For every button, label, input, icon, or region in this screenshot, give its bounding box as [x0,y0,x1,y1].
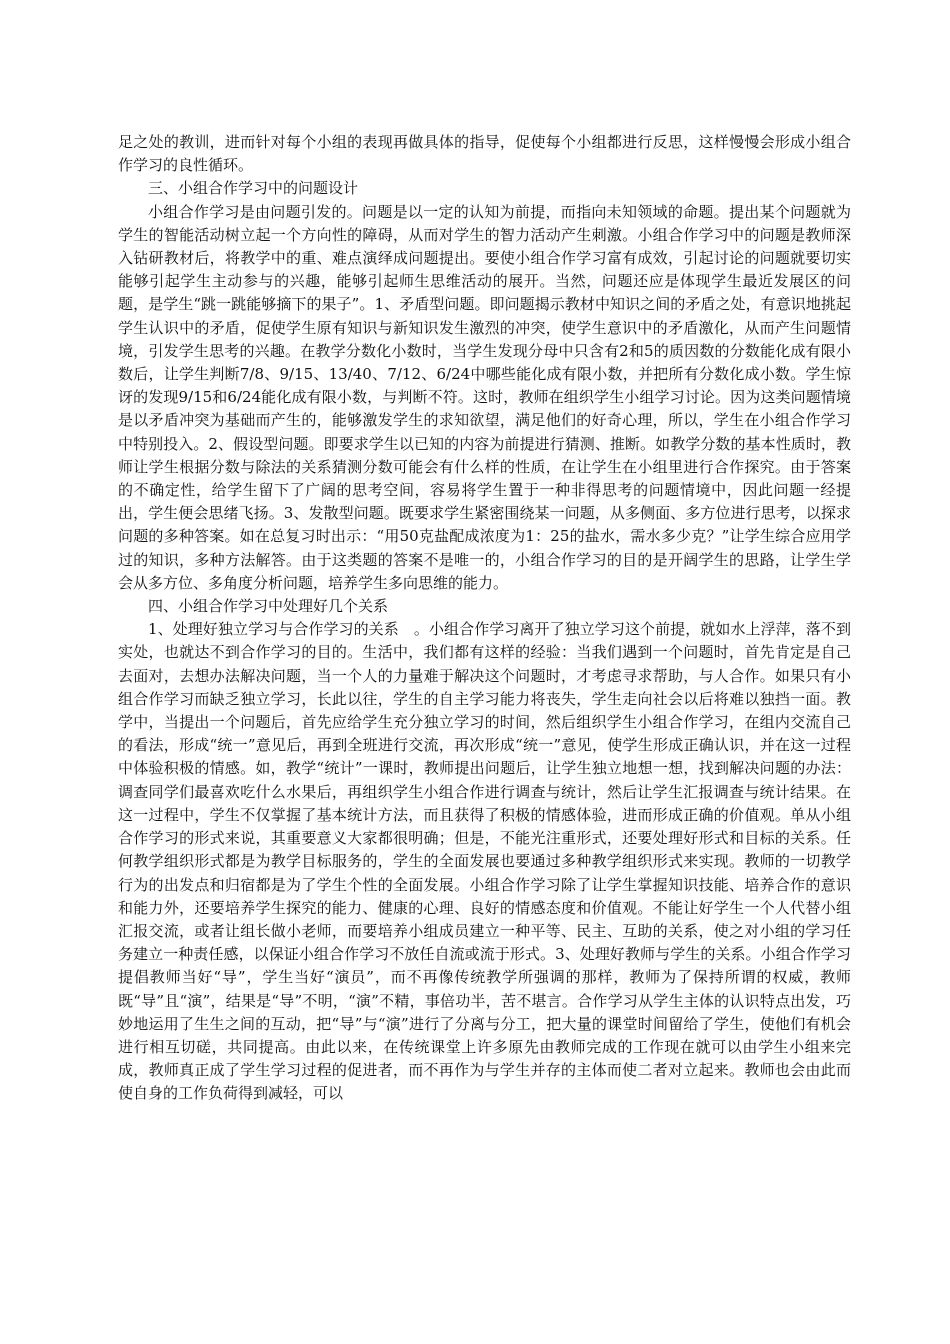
paragraph-problem-design: 小组合作学习是由问题引发的。问题是以一定的认知为前提，而指向未知领域的命题。提出某个问题就为学生的智能活动树立起一个方向性的障碍，从而对学生的智力活动产生刺激。小组合作学习中的问题是教师深入钻研教材后，将教学中的重、难点演绎成问题提出。要使小组合作学习富有成效，引起讨论的问题就要切实能够引起学生主动参与的兴趣，能够引起师生思维活动的展开。当然，问题还应是体现学生最近发展区的问题，是学生“跳一跳能够摘下的果子”。1、矛盾型问题。即问题揭示教材中知识之间的矛盾之处，有意识地挑起学生认识中的矛盾，促使学生原有知识与新知识发生激烈的冲突，使学生意识中的矛盾激化，从而产生问题情境，引发学生思考的兴趣。在教学分数化小数时，当学生发现分母中只含有2和5的质因数的分数能化成有限小数后，让学生判断7/8、9/15、13/40、7/12、6/24中哪些能化成有限小数，并把所有分数化成小数。学生惊讶的发现9/15和6/24能化成有限小数，与判断不符。这时，教师在组织学生小组学习讨论。因为这类问题情境是以矛盾冲突为基础而产生的，能够激发学生的求知欲望，满足他们的好奇心理，所以，学生在小组合作学习中特别投入。2、假设型问题。即要求学生以已知的内容为前提进行猜测、推断。如教学分数的基本性质时，教师让学生根据分数与除法的关系猜测分数可能会有什么样的性质，在让学生在小组里进行合作探究。由于答案的不确定性，给学生留下了广阔的思考空间，容易将学生置于一种非得思考的问题情境中，因此问题一经提出，学生便会思绪飞扬。3、发散型问题。既要求学生紧密围绕某一问题，从多侧面、多方位进行思考，以探求问题的多种答案。如在总复习时出示：“用50克盐配成浓度为1：25的盐水，需水多少克？”让学生综合应用学过的知识，多种方法解答。由于这类题的答案不是唯一的，小组合作学习的目的是开阔学生的思路，让学生学会从多方位、多角度分析问题，培养学生多向思维的能力。 [118,202,851,592]
section-heading-3: 三、小组合作学习中的问题设计 [148,179,359,198]
paragraph-continuation: 足之处的教训，进而针对每个小组的表现再做具体的指导，促使每个小组都进行反思，这样慢慢会形成小组合作学习的良性循环。 [118,133,851,175]
paragraph-relationships: 1、处理好独立学习与合作学习的关系 。小组合作学习离开了独立学习这个前提，就如水上浮萍，落不到实处，也就达不到合作学习的目的。生活中，我们都有这样的经验：当我们遇到一个问题时，首先肯定是自己去面对，去想办法解决问题，当一个人的力量难于解决这个问题时，才考虑寻求帮助，与人合作。如果只有小组合作学习而缺乏独立学习，长此以往，学生的自主学习能力将丧失，学生走向社会以后将难以独挡一面。教学中，当提出一个问题后，首先应给学生充分独立学习的时间，然后组织学生小组合作学习，在组内交流自己的看法，形成“统一”意见后，再到全班进行交流，再次形成“统一”意见，使学生形成正确认识，并在这一过程中体验积极的情感。如，教学“统计”一课时，教师提出问题后，让学生独立地想一想，找到解决问题的办法：调查同学们最喜欢吃什么水果后，再组织学生小组合作进行调查与统计，然后让学生汇报调查与统计结果。在这一过程中，学生不仅掌握了基本统计方法，而且获得了积极的情感体验，进而形成正确的价值观。单从小组合作学习的形式来说，其重要意义大家都很明确；但是，不能光注重形式，还要处理好形式和目标的关系。任何教学组织形式都是为教学目标服务的，学生的全面发展也要通过多种教学组织形式来实现。教师的一切教学行为的出发点和归宿都是为了学生个性的全面发展。小组合作学习除了让学生掌握知识技能、培养合作的意识和能力外，还要培养学生探究的能力、健康的心理、良好的情感态度和价值观。不能让好学生一个人代替小组汇报交流，或者让组长做小老师，而要培养小组成员建立一种平等、民主、互助的关系，使之对小组的学习任务建立一种责任感，以保证小组合作学习不放任自流或流于形式。3、处理好教师与学生的关系。小组合作学习提倡教师当好“导”，学生当好“演员”，而不再像传统教学所强调的那样，教师为了保持所谓的权威，教师既“导”且“演”，结果是“导”不明，“演”不精，事倍功半，苦不堪言。合作学习从学生主体的认识特点出发，巧妙地运用了生生之间的互动，把“导”与“演”进行了分离与分工，把大量的课堂时间留给了学生，使他们有机会进行相互切磋，共同提高。由此以来，在传统课堂上许多原先由教师完成的工作现在就可以由学生小组来完成，教师真正成了学生学习过程的促进者，而不再作为与学生并存的主体而使二者对立起来。教师也会由此而使自身的工作负荷得到减轻，可以 [118,620,851,1103]
section-heading-4: 四、小组合作学习中处理好几个关系 [148,597,389,616]
document-page [118,131,851,1106]
